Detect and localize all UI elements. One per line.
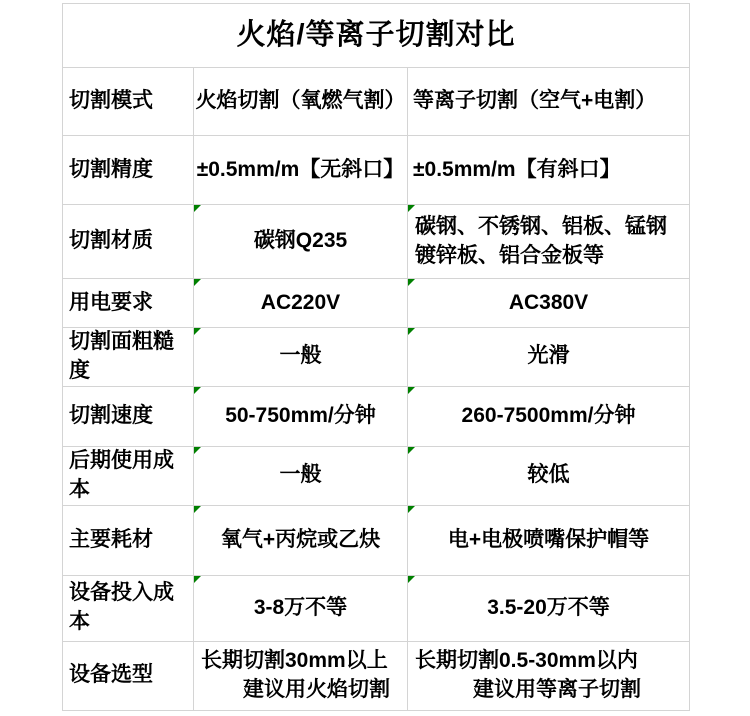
cell-text-line: 镀锌板、铝合金板等 bbox=[415, 243, 604, 267]
cell-error-marker-icon bbox=[194, 506, 201, 513]
cell-text: 50-750mm/分钟 bbox=[225, 403, 376, 427]
cell-text: 碳钢Q235 bbox=[253, 229, 348, 253]
row-label-cell: 切割模式 bbox=[63, 68, 194, 136]
plasma-value-cell bbox=[408, 279, 690, 328]
row-label-cell: 切割材质 bbox=[63, 205, 194, 279]
cell-text-line: 碳钢、不锈钢、铝板、锰钢 bbox=[415, 214, 667, 238]
cell-error-marker-icon bbox=[194, 205, 201, 212]
cell-error-marker-icon bbox=[408, 328, 415, 335]
plasma-value-cell bbox=[408, 446, 690, 505]
cell-error-marker-icon bbox=[408, 506, 415, 513]
cell-text: AC220V bbox=[260, 290, 341, 314]
table-row bbox=[63, 641, 690, 710]
flame-value-cell bbox=[194, 575, 408, 641]
flame-value-cell bbox=[194, 328, 408, 387]
row-label-cell: 切割精度 bbox=[63, 136, 194, 205]
cell-text-line: 建议用火焰切割 bbox=[243, 677, 390, 701]
row-label-cell: 设备选型 bbox=[63, 641, 194, 710]
cell-error-marker-icon bbox=[408, 387, 415, 394]
cell-error-marker-icon bbox=[194, 447, 201, 454]
cell-error-marker-icon bbox=[194, 328, 201, 335]
page-title: 火焰/等离子切割对比 bbox=[63, 4, 690, 68]
row-label-cell: 切割面粗糙度 bbox=[63, 328, 194, 387]
row-label-cell: 主要耗材 bbox=[63, 505, 194, 575]
cell-error-marker-icon bbox=[194, 576, 201, 583]
plasma-value-cell bbox=[408, 205, 690, 279]
flame-value-cell bbox=[194, 446, 408, 505]
cell-error-marker-icon bbox=[194, 279, 201, 286]
flame-value-cell bbox=[194, 279, 408, 328]
flame-value-cell bbox=[194, 505, 408, 575]
cell-text: 较低 bbox=[527, 463, 570, 487]
cell-error-marker-icon bbox=[194, 387, 201, 394]
cell-text: 一般 bbox=[279, 344, 322, 368]
title-row bbox=[63, 4, 690, 68]
cell-text-line: 长期切割0.5-30mm以内 bbox=[415, 648, 638, 672]
plasma-value-cell: 等离子切割（空气+电割） bbox=[408, 68, 690, 136]
row-label-cell: 后期使用成本 bbox=[63, 446, 194, 505]
flame-value-cell: 火焰切割（氧燃气割） bbox=[194, 68, 408, 136]
cell-text: 光滑 bbox=[527, 344, 570, 368]
cell-text: AC380V bbox=[508, 290, 589, 314]
plasma-value-cell bbox=[408, 575, 690, 641]
cell-error-marker-icon bbox=[408, 205, 415, 212]
cell-text: 氧气+丙烷或乙炔 bbox=[220, 527, 381, 551]
cell-text: 一般 bbox=[279, 463, 322, 487]
row-label-cell: 设备投入成本 bbox=[63, 575, 194, 641]
table-row bbox=[63, 68, 690, 136]
table-row bbox=[63, 446, 690, 505]
table-row bbox=[63, 386, 690, 446]
row-label-cell: 用电要求 bbox=[63, 279, 194, 328]
cell-error-marker-icon bbox=[408, 447, 415, 454]
cell-text: 260-7500mm/分钟 bbox=[461, 403, 636, 427]
cell-text-line: 长期切割30mm以上 bbox=[201, 648, 388, 672]
cell-text: 3-8万不等 bbox=[253, 595, 348, 619]
plasma-value-cell bbox=[408, 505, 690, 575]
cell-error-marker-icon bbox=[408, 576, 415, 583]
flame-value-cell bbox=[194, 641, 408, 710]
table-row bbox=[63, 205, 690, 279]
table-row bbox=[63, 505, 690, 575]
cell-text: 3.5-20万不等 bbox=[487, 595, 610, 619]
flame-vs-plasma-table bbox=[62, 3, 690, 711]
cell-text: 电+电极喷嘴保护帽等 bbox=[447, 527, 650, 551]
row-label-cell: 切割速度 bbox=[63, 386, 194, 446]
comparison-table bbox=[62, 3, 690, 711]
plasma-value-cell bbox=[408, 328, 690, 387]
flame-value-cell bbox=[194, 205, 408, 279]
table-row bbox=[63, 136, 690, 205]
plasma-value-cell bbox=[408, 386, 690, 446]
cell-text-line: 建议用等离子切割 bbox=[473, 677, 642, 701]
plasma-value-cell bbox=[408, 641, 690, 710]
table-row bbox=[63, 279, 690, 328]
flame-value-cell: ±0.5mm/m【无斜口】 bbox=[194, 136, 408, 205]
flame-value-cell bbox=[194, 386, 408, 446]
table-row bbox=[63, 575, 690, 641]
cell-error-marker-icon bbox=[408, 279, 415, 286]
plasma-value-cell: ±0.5mm/m【有斜口】 bbox=[408, 136, 690, 205]
table-row bbox=[63, 328, 690, 387]
